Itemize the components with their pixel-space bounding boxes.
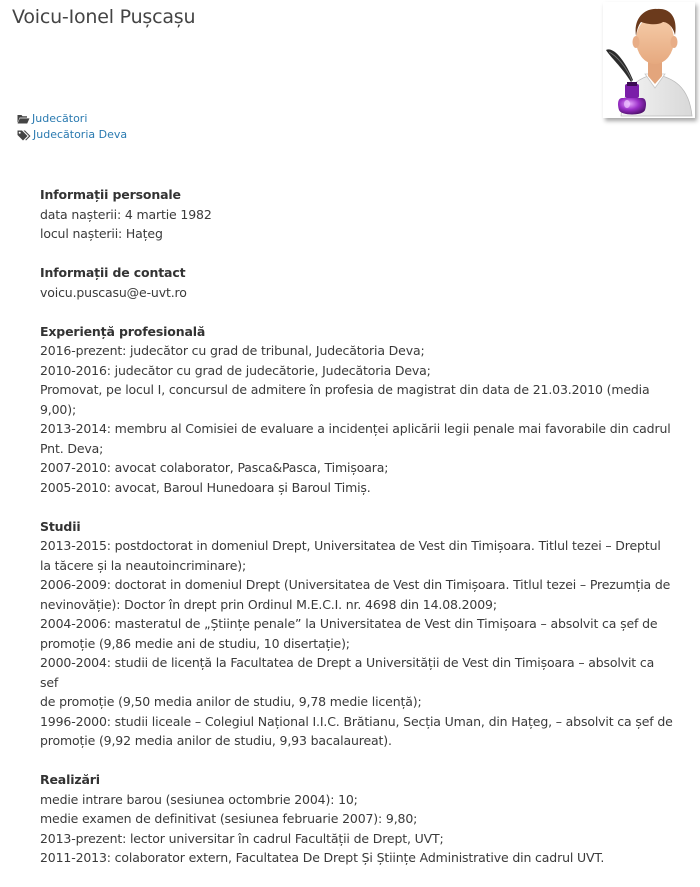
category-link[interactable]: Judecători [32, 112, 88, 125]
experience-heading: Experiență profesională [40, 323, 206, 339]
category-row [17, 111, 127, 127]
birth-date: data nașterii: 4 martie 1982 [40, 206, 212, 222]
tags-icon [17, 130, 31, 141]
studies-heading: Studii [40, 518, 81, 534]
experience-line: 2010-2016: judecător cu grad de judecătorie, Judecătoria Deva; [40, 362, 431, 378]
achievements-line: 2011-2013: colaborator extern, Facultatea De Drept Și Științe Administrative din cadrul UVT. [40, 850, 605, 865]
studies-line: la tăcere și la neautoincriminare); [40, 557, 247, 573]
folder-open-icon [17, 114, 30, 124]
contact-email: voicu.puscasu@e-uvt.ro [40, 284, 187, 300]
experience-line: Pnt. Deva; [40, 440, 104, 456]
cv-content [40, 185, 674, 887]
tag-link[interactable]: Judecătoria Deva [33, 128, 128, 141]
studies-line: nevinovăție): Doctor în drept prin Ordinul M.E.C.I. nr. 4698 din 14.08.2009; [40, 596, 497, 612]
studies-line: promoție (9,86 medie ani de studiu, 10 disertație); [40, 635, 350, 651]
experience-line: 2007-2010: avocat colaborator, Pasca&Pasca, Timișoara; [40, 460, 389, 475]
studies-line: 1996-2000: studii liceale – Colegiul Național I.I.C. Brătianu, Secția Uman, din Hațeg, – absolvit ca șef de [40, 713, 673, 729]
achievements-section [40, 770, 674, 868]
avatar [603, 2, 695, 118]
studies-line: 2000-2004: studii de licență la Facultatea de Drept a Universității de Vest din Timișoara – absolvit ca sef [40, 655, 655, 690]
post-meta [17, 111, 127, 143]
judge-avatar-icon [603, 2, 695, 118]
page-title: Voicu-Ionel Pușcașu [12, 6, 196, 28]
experience-line: 2005-2010: avocat, Baroul Hunedoara și Baroul Timiș. [40, 479, 371, 495]
achievements-line: medie intrare barou (sesiunea octombrie 2004): 10; [40, 791, 358, 807]
personal-info-heading: Informații personale [40, 187, 181, 202]
contact-section [40, 263, 674, 302]
studies-line: de promoție (9,50 media anilor de studiu, 9,78 medie licență); [40, 694, 422, 709]
achievements-line: 2013-prezent: lector universitar în cadrul Facultății de Drept, UVT; [40, 830, 444, 846]
achievements-heading: Realizări [40, 772, 100, 787]
experience-section [40, 322, 674, 498]
experience-line: Promovat, pe locul I, concursul de admitere în profesia de magistrat din data de 21.03.2010 (media [40, 382, 650, 397]
studies-line: promoție (9,92 media anilor de studiu, 9,93 bacalaureat). [40, 733, 392, 748]
tag-row [17, 127, 127, 143]
birth-place: locul nașterii: Hațeg [40, 226, 163, 241]
achievements-line: medie examen de definitivat (sesiunea februarie 2007): 9,80; [40, 811, 418, 826]
personal-info-section [40, 185, 674, 244]
experience-line: 9,00); [40, 401, 77, 417]
studies-section [40, 517, 674, 751]
experience-line: 2016-prezent: judecător cu grad de tribunal, Judecătoria Deva; [40, 343, 425, 358]
studies-line: 2006-2009: doctorat in domeniul Drept (Universitatea de Vest din Timișoara. Titlul tezei – Prezumția de [40, 577, 671, 592]
studies-line: 2004-2006: masteratul de „Științe penale” la Universitatea de Vest din Timișoara – absolvit ca șef de [40, 616, 658, 631]
studies-line: 2013-2015: postdoctorat in domeniul Drept, Universitatea de Vest din Timișoara. Titlul tezei – Dreptul [40, 538, 661, 553]
experience-line: 2013-2014: membru al Comisiei de evaluare a incidenței aplicării legii penale mai favorabile din cadrul [40, 421, 671, 436]
contact-heading: Informații de contact [40, 265, 186, 280]
